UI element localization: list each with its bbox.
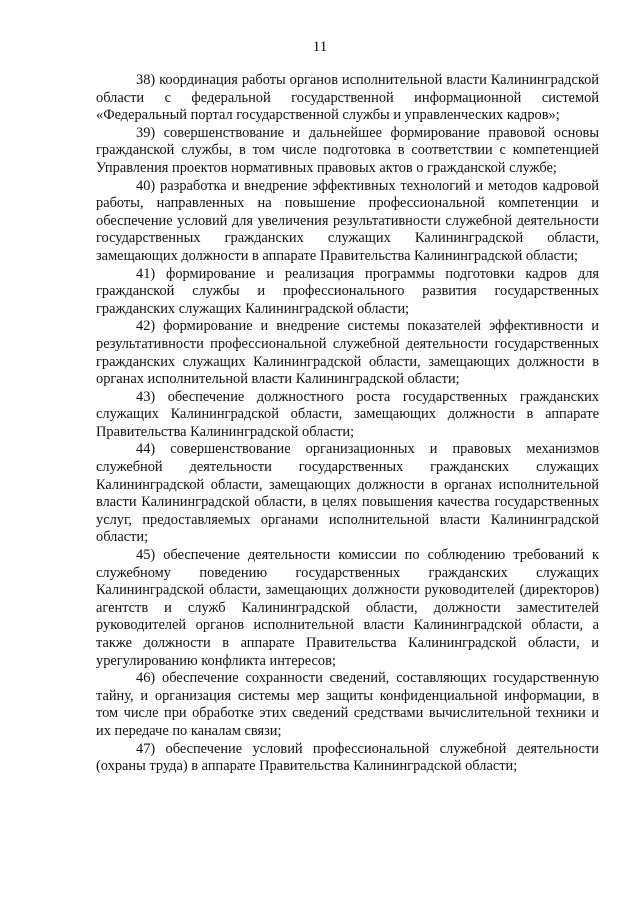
list-item-40: 40) разработка и внедрение эффективных технологий и методов кадровой работы, направленных на повышение профессиональной компетенции и обеспечение условий для увеличения результативности служебной деятельности государственных гражданских служащих Калининградской области, замещающих должности в аппарате Правительства Калининградской области;	[96, 177, 599, 264]
list-item-46: 46) обеспечение сохранности сведений, составляющих государственную тайну, и организация системы мер защиты конфиденциальной информации, в том числе при обработке этих сведений средствами вычислительной техники и их передаче по каналам связи;	[96, 670, 599, 739]
list-item-47: 47) обеспечение условий профессиональной служебной деятельности (охраны труда) в аппарате Правительства Калининградской области;	[96, 740, 599, 775]
list-item-43: 43) обеспечение должностного роста государственных гражданских служащих Калининградской области, замещающих должности в аппарате Правительства Калининградской области;	[96, 388, 599, 440]
page-number: 11	[312, 39, 328, 55]
document-body	[96, 72, 599, 776]
list-item-38: 38) координация работы органов исполнительной власти Калининградской области с федеральной государственной информационной системой «Федеральный портал государственной службы и управленческих кадров»;	[96, 72, 599, 124]
list-item-39: 39) совершенствование и дальнейшее формирование правовой основы гражданской службы, в том числе подготовка в соответствии с компетенцией Управления проектов нормативных правовых актов о гражданской службе;	[96, 124, 599, 176]
list-item-45: 45) обеспечение деятельности комиссии по соблюдению требований к служебному поведению государственных гражданских служащих Калининградской области, замещающих должности руководителей (директоров) агентств и служб Калининградской области, должности заместителей руководителей органов исполнительной власти Калининградской области, а также должности в аппарате Правительства Калининградской области, и урегулированию конфликта интересов;	[96, 547, 599, 669]
list-item-42: 42) формирование и внедрение системы показателей эффективности и результативности профессиональной служебной деятельности государственных гражданских служащих Калининградской области, замещающих должности в органах исполнительной власти Калининградской области;	[96, 318, 599, 388]
list-item-41: 41) формирование и реализация программы подготовки кадров для гражданской службы и профессионального развития государственных гражданских служащих Калининградской области;	[96, 265, 599, 317]
list-item-44: 44) совершенствование организационных и правовых механизмов служебной деятельности государственных гражданских служащих Калининградской области, замещающих должности в органах исполнительной власти Калининградской области, в целях повышения качества государственных услуг, предоставляемых органами исполнительной власти Калининградской области;	[96, 441, 599, 546]
